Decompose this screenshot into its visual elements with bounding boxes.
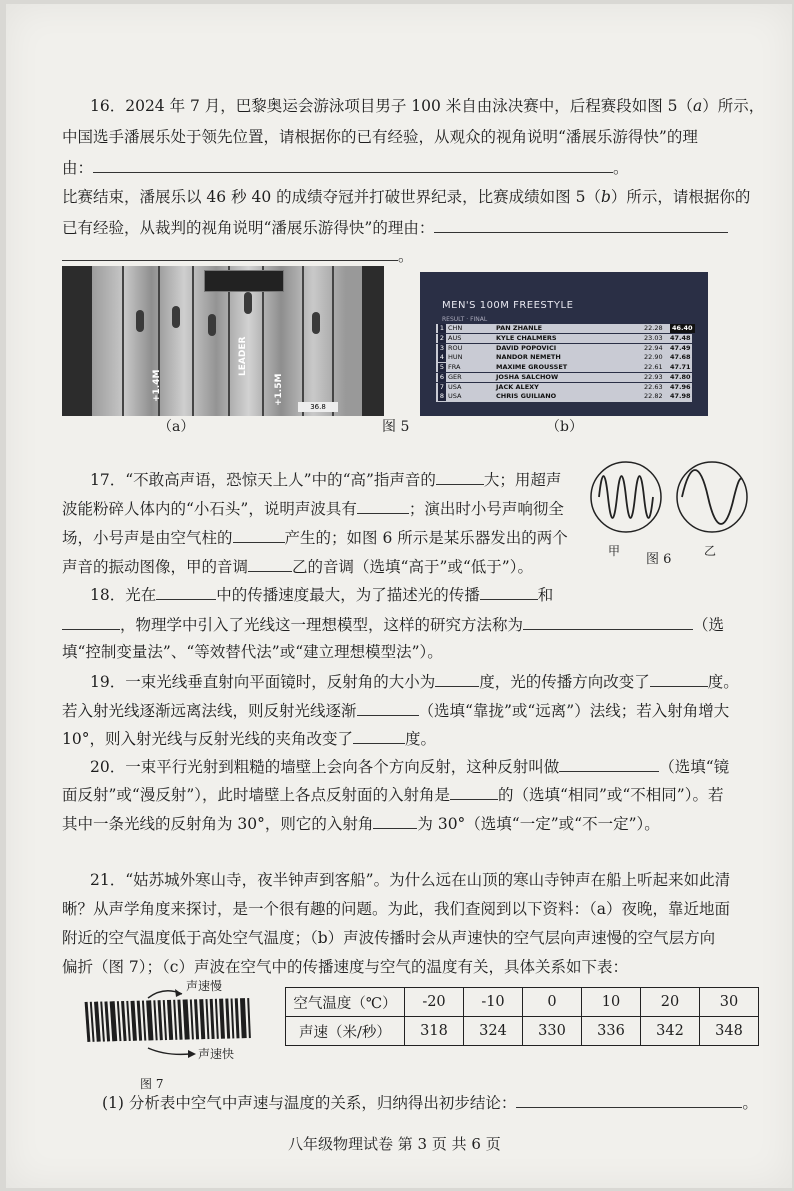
answer-blank[interactable] (156, 583, 216, 600)
answer-blank[interactable] (559, 755, 659, 772)
answer-blank[interactable] (523, 613, 693, 630)
label-fast-speed: 声速快 (198, 1047, 235, 1061)
table-row (286, 1017, 759, 1046)
air-layer-bar (117, 1001, 122, 1041)
result-row (436, 363, 692, 372)
q17-line4: 声音的振动图像，甲的音调 乙的音调（选填“高于”或“低于”）。 (62, 555, 533, 577)
timer-readout: 36.8 (298, 402, 338, 412)
country-code: AUS (448, 333, 462, 342)
rank-badge: 6 (439, 372, 445, 381)
q21-line2: 晰？从声学角度来探讨，是一个很有趣的问题。为此，我们查阅到以下资料：（a）夜晚，靠近地面 (62, 900, 730, 918)
answer-blank[interactable] (62, 244, 398, 261)
figure-5a-swimming-photo (62, 266, 384, 416)
results-list (436, 324, 692, 402)
air-layer-bar (85, 1002, 91, 1042)
final-time: 47.48 (670, 333, 691, 342)
results-subtitle: RESULT · FINAL (442, 316, 488, 323)
table-header-cell: 声速（米/秒） (286, 1017, 405, 1046)
q21-line3: 附近的空气温度低于高处空气温度；（b）声波传播时会从声速快的空气层向声速慢的空气层方向 (62, 929, 716, 947)
athlete-name: PAN ZHANLE (496, 324, 543, 332)
air-layer-bar (146, 1000, 153, 1040)
country-code: USA (448, 392, 462, 401)
q20-line1: 20．一束平行光射到粗糙的墙壁上会向各个方向反射，这种反射叫做 （选填“镜 (90, 755, 729, 777)
waveform-jia (599, 476, 653, 518)
air-layer-bar (235, 998, 240, 1038)
swimmer (136, 310, 144, 332)
air-layer-bar (130, 1001, 136, 1041)
country-code: ROU (448, 343, 463, 352)
split-time: 22.63 (644, 382, 663, 391)
q16-line4: 比赛结束，潘展乐以 46 秒 40 的成绩夺冠并打破世界纪录，比赛成绩如图 5（b）所示，请根据你的 (62, 188, 751, 206)
waveform-yi (682, 470, 742, 524)
q16-line5: 已有经验，从裁判的视角说明“潘展乐游得快”的理由： (62, 216, 728, 238)
athlete-name: CHRIS GUILIANO (496, 392, 557, 401)
page-footer: 八年级物理试卷 第 3 页 共 6 页 (288, 1135, 501, 1153)
air-layer-bar (100, 1002, 105, 1042)
athlete-name: KYLE CHALMERS (496, 333, 557, 342)
air-layer-bar (205, 999, 209, 1039)
q18-line2: ，物理学中引入了光线这一理想模型，这样的研究方法称为 （选 (62, 613, 724, 635)
q19-line2: 若入射光线逐渐远离法线，则反射光线逐渐 （选填“靠拢”或“远离”）法线；若入射角增大 (62, 699, 729, 721)
split-time: 22.28 (644, 324, 663, 332)
athlete-name: MAXIME GROUSSET (496, 363, 568, 372)
air-layer-bar (104, 1001, 110, 1041)
rank-badge: 3 (439, 343, 445, 352)
q16-line3: 由： 。 (62, 156, 629, 178)
air-layer-bar (121, 1001, 127, 1041)
figure-5b-results-board (420, 272, 708, 416)
q20-line2: 面反射”或“漫反射”），此时墙壁上各点反射面的入射角是 的（选填“相同”或“不相同”）。若 (62, 783, 723, 805)
result-row (436, 334, 692, 343)
q19-line3: 10°，则入射光线与反射光线的夹角改变了 度。 (62, 727, 436, 749)
figure-6-waveforms (586, 459, 756, 569)
q16-line2: 中国选手潘展乐处于领先位置，请根据你的已有经验，从观众的视角说明“潘展乐游得快”的理 (62, 128, 698, 146)
label-jia: 甲 (608, 544, 621, 558)
result-row (436, 373, 692, 382)
final-time: 47.98 (670, 392, 691, 401)
result-row (436, 383, 692, 392)
rank-badge: 5 (439, 363, 445, 372)
answer-blank[interactable] (353, 727, 405, 744)
country-code: GER (448, 372, 462, 381)
gap-label: +1.4M (152, 369, 162, 402)
split-time: 22.61 (644, 363, 663, 372)
air-layer-bar (210, 999, 215, 1039)
answer-blank[interactable] (357, 497, 409, 514)
split-time: 22.93 (644, 372, 663, 381)
sound-speed-table (285, 987, 759, 1046)
air-layer-bar (177, 1000, 182, 1040)
air-layer-bar (183, 999, 190, 1039)
air-layer-bar (173, 1000, 177, 1040)
table-cell: 20 (641, 988, 700, 1017)
result-row (436, 353, 692, 362)
answer-blank[interactable] (436, 468, 484, 485)
air-layer-bar (240, 998, 247, 1038)
country-code: USA (448, 382, 462, 391)
label-yi: 乙 (704, 544, 717, 558)
athlete-name: NANDOR NEMETH (496, 353, 561, 362)
table-header-cell: 空气温度（℃） (286, 988, 405, 1017)
result-row (436, 344, 692, 353)
answer-blank[interactable] (480, 583, 538, 600)
fig5b-caption: （b） (546, 419, 583, 435)
air-layer-bar (167, 1000, 173, 1040)
air-layer-bar (110, 1001, 118, 1041)
answer-blank[interactable] (373, 812, 417, 829)
air-layer-bar (94, 1002, 101, 1042)
country-code: FRA (448, 363, 461, 372)
swimmer (244, 292, 252, 314)
answer-blank[interactable] (62, 613, 120, 630)
athlete-name: DAVID POPOVICI (496, 343, 557, 352)
answer-blank[interactable] (435, 670, 479, 687)
air-layers (85, 998, 251, 1042)
result-row (436, 324, 692, 333)
q17-line2: 波能粉碎人体内的“小石头”，说明声波具有 ；演出时小号声响彻全 (62, 497, 564, 519)
fig5-caption: 图 5 (382, 419, 410, 435)
answer-blank[interactable] (650, 670, 708, 687)
answer-blank[interactable] (357, 699, 419, 716)
rank-badge: 7 (439, 382, 445, 391)
q21-line4: 偏折（图 7）；（c）声波在空气中的传播速度与空气的温度有关，具体关系如下表： (62, 958, 628, 976)
air-layer-bar (231, 998, 235, 1038)
q21-sub1: (1) 分析表中空气中声速与温度的关系，归纳得出初步结论： 。 (102, 1091, 758, 1113)
split-time: 22.94 (644, 343, 663, 352)
q21-line1: 21．“姑苏城外寒山寺，夜半钟声到客船”。为什么远在山顶的寒山寺钟声在船上听起来如此清 (90, 871, 731, 889)
table-cell: -20 (405, 988, 464, 1017)
rank-badge: 8 (439, 392, 445, 401)
air-layer-bar (225, 999, 230, 1039)
split-time: 22.90 (644, 353, 663, 362)
rank-badge: 4 (439, 353, 445, 362)
swimmer (208, 314, 216, 336)
fig7-caption: 图 7 (140, 1077, 164, 1091)
swimmer (172, 306, 180, 328)
table-cell: 348 (700, 1017, 759, 1046)
table-cell: 336 (582, 1017, 641, 1046)
table-cell: 342 (641, 1017, 700, 1046)
result-row (436, 392, 692, 401)
air-layer-bar (90, 1002, 95, 1042)
rank-badge: 2 (439, 333, 445, 342)
air-layer-bar (158, 1000, 163, 1040)
q20-line3: 其中一条光线的反射角为 30°，则它的入射角 为 30°（选填“一定”或“不一定”）。 (62, 812, 660, 834)
answer-blank[interactable] (248, 555, 292, 572)
exam-page (6, 4, 792, 1188)
oscilloscope-yi (677, 462, 747, 532)
air-layer-bar (142, 1001, 146, 1041)
q17-line3: 场，小号声是由空气柱的 产生的；如图 6 所示是某乐器发出的两个 (62, 526, 568, 548)
athlete-name: JACK ALEXY (496, 382, 539, 391)
final-time: 47.49 (670, 343, 691, 352)
answer-blank[interactable] (434, 216, 728, 233)
answer-blank[interactable] (233, 526, 285, 543)
fig5a-caption: （a） (158, 419, 195, 435)
label-slow-speed: 声速慢 (186, 979, 223, 993)
final-time: 47.80 (670, 372, 691, 381)
air-layer-bar (194, 999, 199, 1039)
table-cell: 330 (523, 1017, 582, 1046)
table-cell: 324 (464, 1017, 523, 1046)
final-time: 47.71 (670, 363, 691, 372)
country-code: HUN (448, 353, 463, 362)
air-layer-bar (163, 1000, 167, 1040)
q16-line6: 。 (62, 244, 414, 266)
answer-blank[interactable] (93, 156, 613, 173)
final-time: 46.40 (672, 324, 693, 332)
air-layer-bar (153, 1000, 157, 1040)
athlete-name: JOSHA SALCHOW (496, 372, 559, 381)
air-layer-bar (199, 999, 205, 1039)
q18-line3: 填“控制变量法”、“等效替代法”或“建立理想模型法”）。 (62, 643, 443, 661)
table-cell: 10 (582, 988, 641, 1017)
q18-line1: 18．光在 中的传播速度最大，为了描述光的传播 和 (90, 583, 553, 605)
air-layer-bar (215, 999, 219, 1039)
answer-blank[interactable] (516, 1091, 742, 1108)
final-time: 47.96 (670, 382, 691, 391)
table-cell: 30 (700, 988, 759, 1017)
q19-line1: 19．一束光线垂直射向平面镜时，反射角的大小为 度，光的传播方向改变了 度。 (90, 670, 739, 692)
air-layer-bar (137, 1001, 142, 1041)
q16-line1: 16．2024 年 7 月，巴黎奥运会游泳项目男子 100 米自由泳决赛中，后程赛段如图 5（a）所示， (90, 97, 765, 115)
results-title: MEN'S 100M FREESTYLE (442, 300, 574, 311)
table-cell: 318 (405, 1017, 464, 1046)
final-time: 47.68 (670, 353, 691, 362)
gap-label: +1.5M (274, 373, 284, 406)
split-time: 22.82 (644, 392, 663, 401)
q17-line1: 17．“不敢高声语，恐惊天上人”中的“高”指声音的 大；用超声 (90, 468, 561, 490)
table-cell: -10 (464, 988, 523, 1017)
air-layer-bar (219, 999, 225, 1039)
air-layer-bar (126, 1001, 131, 1041)
table-row (286, 988, 759, 1017)
rank-badge: 1 (439, 324, 445, 332)
fig6-caption: 图 6 (646, 552, 672, 567)
country-code: CHN (448, 324, 463, 332)
air-layer-bar (247, 998, 251, 1038)
air-layer-bar (190, 999, 194, 1039)
score-overlay (204, 270, 284, 292)
table-cell: 0 (523, 988, 582, 1017)
swimmer (312, 312, 320, 334)
split-time: 23.03 (644, 333, 663, 342)
leader-label: LEADER (238, 336, 248, 376)
answer-blank[interactable] (450, 783, 498, 800)
figure-7-sound-refraction (78, 976, 268, 1092)
